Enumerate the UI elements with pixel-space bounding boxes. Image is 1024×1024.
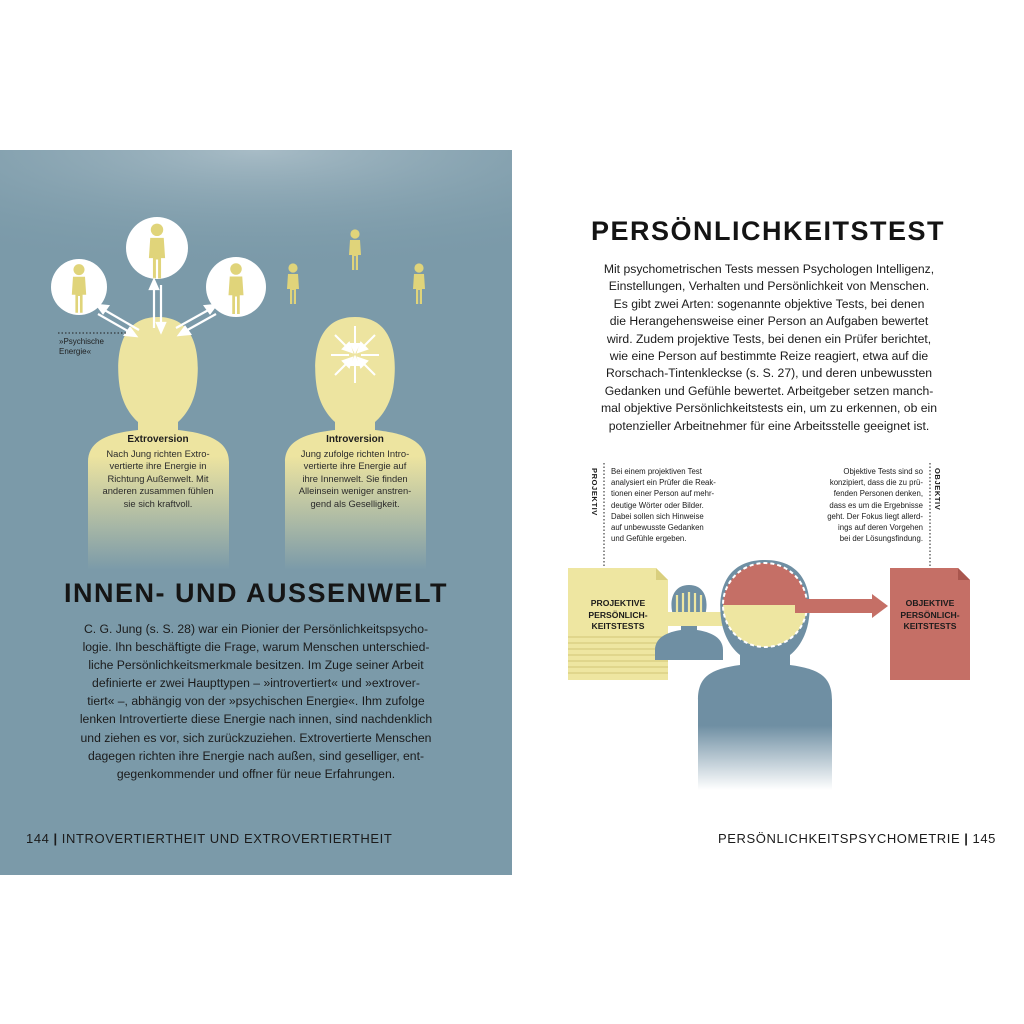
left-page-heading: INNEN- UND AUSSENWELT: [64, 578, 448, 608]
right-intro-text: Mit psychometrischen Tests messen Psychologen Intelligenz, Einstellungen, Verhalten und Persönlichkeit von Menschen. Es gibt zwei Arten: sogenannte objektive Tests, bei denen die Herangehensweise einer Person an Aufgaben bewertet wird. Zudem projektive Tests, bei denen ein Prüfer berichtet, wie eine Person auf bestimmte Reize reagiert, etwa auf die Rorschach-Tintenkleckse (s. S. 27), und deren unbewussten Gedanken und Gefühle bewertet. Arbeitgeber setzen manch- mal objektive Persönlichkeitstests ein, um zu erkennen, ob ein potenzieller Arbeitnehmer für eine Arbeitsstelle geeignet ist.: [600, 262, 937, 433]
left-page-footer: 144 | INTROVERTIERTHEIT UND EXTROVERTIERTHEIT: [26, 831, 393, 846]
extroversion-title: Extroversion: [127, 434, 189, 445]
projective-doc-label: PROJEKTIVE PERSÖNLICH- KEITSTESTS: [588, 598, 648, 631]
figure-icon: [287, 263, 299, 304]
right-chapter-title: PERSÖNLICHKEITSPSYCHOMETRIE: [717, 831, 961, 846]
psychic-energy-label: »Psychische Energie«: [59, 337, 104, 356]
textured-sky: [0, 150, 512, 270]
introversion-caption: Introversion Jung zufolge richten Intro- vertierte ihre Energie auf ihre Innenwelt. Sie finden Alleinsein weniger anstren- gend als Geselligkeit.: [287, 434, 423, 510]
projektiv-label: PROJEKTIV: [590, 468, 599, 516]
right-page-footer: PERSÖNLICHKEITSPSYCHOMETRIE | 145: [717, 831, 996, 846]
left-page-number: 144: [26, 831, 50, 846]
right-page-number: 145: [972, 831, 996, 846]
extroversion-caption: Extroversion Nach Jung richten Extro- vertierte ihre Energie in Richtung Außenwelt. Mit anderen zusammen fühlen sie sich kraftvoll.: [90, 434, 226, 510]
left-body-text: C. G. Jung (s. S. 28) war ein Pionier der Persönlichkeitspsycho- logie. Ihn beschäftigte die Frage, warum Menschen unterschied- liche Persönlichkeitsmerkmale besitzen. Im Zuge seiner Arbeit definierte er zwei Haupttypen – »introvertiert« und »extrover- tiert« –, abhängig von der »psychischen Energie«. Ihm zufolge lenken Introvertierte diese Energie nach innen, sind nachdenklich und ziehen es vor, sich zurückzuziehen. Extrovertierte Menschen dagegen richten ihre Energie nach außen, sind geselliger, ent- gegenkommender und offner für neue Erfahrungen.: [79, 622, 433, 781]
figure-icon: [413, 263, 425, 304]
objektiv-note: Objektive Tests sind so konzipiert, dass die zu prü- fenden Personen denken, dass es um die Ergebnisse geht. Der Fokus liegt allerd- ings auf deren Vorgehen bei der Lösungsfindung.: [827, 467, 923, 544]
objektiv-label: OBJEKTIV: [933, 468, 942, 511]
objective-doc-label: OBJEKTIVE PERSÖNLICH- KEITSTESTS: [900, 598, 960, 631]
introversion-title: Introversion: [326, 434, 384, 445]
right-page-heading: PERSÖNLICHKEITSTEST: [590, 216, 946, 246]
energy-target-top: [126, 217, 188, 279]
left-page: [0, 150, 512, 875]
left-chapter-title: INTROVERTIERTHEIT UND EXTROVERTIERTHEIT: [61, 831, 393, 846]
projektiv-note: Bei einem projektiven Test analysiert ein Prüfer die Reak- tionen einer Person auf mehr- deutige Wörter oder Bilder. Dabei sollen sich Hinweise auf unbewusste Gedanken und Gefühle ergeben.: [611, 467, 716, 544]
tested-person: [698, 560, 832, 790]
